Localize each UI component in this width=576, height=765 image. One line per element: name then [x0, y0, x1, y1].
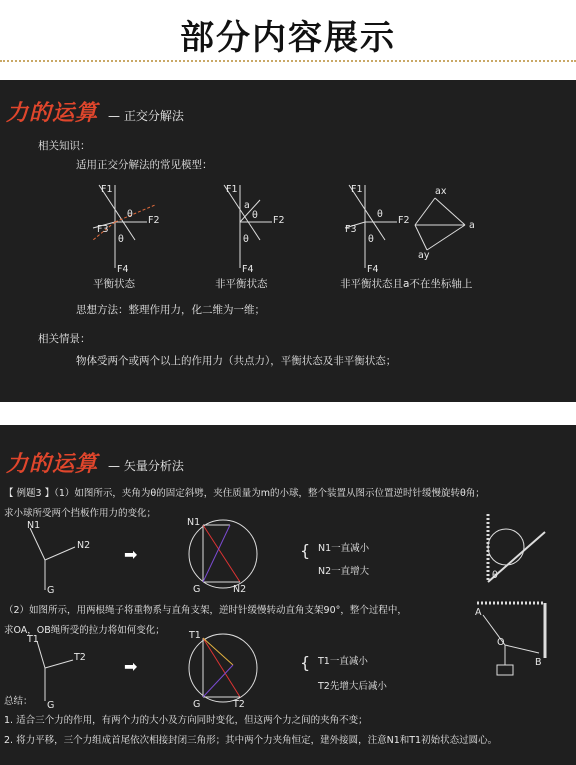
- label-f3: F3: [97, 224, 109, 235]
- model-intro: 适用正交分解法的常见模型：: [76, 159, 213, 171]
- label-theta: θ: [368, 234, 374, 245]
- label-n1: N1: [27, 520, 41, 531]
- arrow-icon: ➡: [124, 657, 138, 676]
- label-f2: F2: [148, 215, 160, 226]
- label-g: G: [193, 584, 201, 595]
- label-f3: F3: [345, 224, 357, 235]
- label-g: G: [193, 699, 201, 710]
- ex2-circle-diagram: [185, 630, 265, 708]
- slide-subtitle: — 正交分解法: [108, 109, 184, 123]
- page-title: 部分内容展示: [180, 18, 396, 58]
- caption-unbalanced-offaxis: 非平衡状态且a不在坐标轴上: [340, 278, 473, 290]
- slide-orthogonal-decomposition: [0, 80, 576, 402]
- label-theta: θ: [243, 234, 249, 245]
- example-line-1: 【 例题3 】（1）如图所示，夹角为θ的固定斜劈，夹住质量为m的小球，整个装置从图示位置逆时针缓慢旋转θ角；: [4, 488, 485, 499]
- label-a: A: [475, 607, 482, 618]
- label-n2: N2: [233, 584, 247, 595]
- summary-item-1: 1. 适合三个力的作用，有两个力的大小及方向同时变化，但这两个力之间的夹角不变；: [4, 715, 368, 726]
- brand-logo: 力的运算: [6, 100, 99, 126]
- label-n2: N2: [77, 540, 91, 551]
- ex2-force-diagram: [25, 633, 138, 711]
- label-theta: θ: [377, 209, 383, 220]
- ex2-result-1: T1一直减小: [318, 656, 368, 667]
- label-theta: θ: [492, 570, 498, 581]
- label-ax: ax: [435, 186, 447, 197]
- page-header: [0, 0, 576, 62]
- brace: {: [300, 653, 311, 672]
- label-a: a: [469, 220, 475, 231]
- brand-logo: 力的运算: [6, 451, 99, 477]
- label-g: G: [47, 585, 55, 596]
- scenario-text: 物体受两个或两个以上的作用力（共点力），平衡状态及非平衡状态；: [76, 355, 397, 367]
- method-text: 思想方法：整理作用力，化二维为一维；: [76, 304, 265, 316]
- label-f2: F2: [273, 215, 285, 226]
- label-f4: F4: [242, 264, 254, 275]
- label-f1: F1: [101, 184, 113, 195]
- part2-line-1: （2）如图所示，用两根绳子将重物系与直角支架，逆时针缓慢转动直角支架90°，整个过程中，: [4, 605, 407, 616]
- label-t1: T1: [27, 634, 39, 645]
- slide-subtitle: — 矢量分析法: [108, 459, 184, 473]
- bracket-figure: [475, 593, 560, 678]
- diagram-unbalanced-offaxis: [335, 180, 495, 275]
- label-g: G: [47, 700, 55, 711]
- label-a: a: [244, 200, 250, 211]
- ex1-result-2: N2一直增大: [318, 566, 370, 577]
- label-f4: F4: [367, 264, 379, 275]
- summary-item-2: 2. 将力平移，三个力组成首尾依次相接封闭三角形；其中两个力夹角恒定，建外接圆，注意N1和T1初始状态过圆心。: [4, 735, 498, 746]
- label-b: B: [535, 657, 542, 668]
- label-t2: T2: [233, 699, 245, 710]
- arrow-icon: ➡: [124, 545, 138, 564]
- knowledge-label: 相关知识：: [38, 140, 91, 152]
- diagram-unbalanced: [210, 180, 300, 275]
- wedge-figure: [480, 512, 555, 587]
- label-f1: F1: [226, 184, 238, 195]
- part2-line-2: 求OA，OB绳所受的拉力将如何变化；: [4, 625, 165, 636]
- label-theta: θ: [127, 209, 133, 220]
- label-f2: F2: [398, 215, 410, 226]
- label-t2: T2: [74, 652, 86, 663]
- label-o: O: [497, 637, 505, 648]
- label-ay: ay: [418, 250, 430, 261]
- brace: {: [300, 541, 311, 560]
- slide-vector-analysis: [0, 425, 576, 765]
- ex1-circle-diagram: [185, 517, 265, 595]
- example-line-2: 求小球所受两个挡板作用力的变化；: [4, 508, 157, 519]
- label-theta: θ: [252, 210, 258, 221]
- label-t1: T1: [189, 630, 201, 641]
- label-f1: F1: [351, 184, 363, 195]
- label-f4: F4: [117, 264, 129, 275]
- scenario-label: 相关情景：: [38, 333, 91, 345]
- caption-unbalanced: 非平衡状态: [215, 278, 268, 290]
- caption-balanced: 平衡状态: [93, 278, 135, 290]
- label-theta: θ: [118, 234, 124, 245]
- header-divider: [0, 60, 576, 62]
- ex1-result-1: N1一直减小: [318, 543, 370, 554]
- diagram-balanced: [85, 180, 175, 275]
- ex2-result-2: T2先增大后减小: [318, 681, 387, 692]
- summary-label: 总结：: [4, 696, 33, 707]
- ex1-force-diagram: [25, 520, 138, 596]
- label-n1: N1: [187, 517, 201, 528]
